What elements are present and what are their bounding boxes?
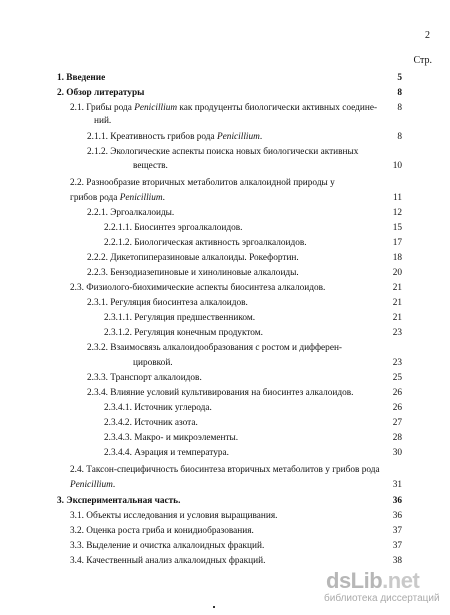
toc-entry-page: 27: [392, 418, 402, 428]
toc-entry: [0, 281, 450, 295]
toc-entry-title: 2.3.4.1. Источник углерода.: [104, 403, 212, 413]
toc-entry-title: 2. Обзор литературы: [57, 88, 145, 98]
toc-entry-page: 26: [392, 403, 402, 413]
toc-entry: [0, 509, 450, 523]
toc-entry: [0, 311, 450, 325]
toc-entry-title: 2.2.1.1. Биосинтез эргоалкалоидов.: [104, 223, 243, 233]
toc-entry-page: 23: [392, 358, 402, 368]
toc-entry: [0, 191, 450, 205]
toc-entry: [0, 266, 450, 280]
genus-name: Penicillium: [119, 193, 163, 203]
toc-entry-title: 2.3. Физиолого-биохимические аспекты биосинтеза алкалоидов.: [70, 283, 326, 293]
watermark-logo-suffix: .net: [382, 568, 420, 593]
toc-entry-title: 2.1. Грибы рода Penicillium как продуценты биологически активных соедине-: [70, 103, 378, 113]
page-mark: [213, 606, 215, 608]
toc-entry-page: 21: [392, 298, 402, 308]
toc-entry-title: 2.3.2. Взаимосвязь алкалоидообразования с ростом и дифферен-: [87, 343, 343, 353]
toc-entry-page: 26: [392, 388, 402, 398]
toc-entry-title: 2.3.3. Транспорт алкалоидов.: [87, 373, 202, 383]
toc-entry: [0, 130, 450, 144]
toc-entry: [0, 145, 450, 159]
toc-entry-page: 20: [392, 268, 402, 278]
toc-entry-page: 5: [397, 73, 402, 83]
toc-entry-title: ний.: [94, 116, 112, 126]
toc-entry: [0, 431, 450, 445]
watermark-logo: [326, 568, 419, 594]
toc-entry: [0, 236, 450, 250]
toc-entry-title: грибов рода Penicillium.: [70, 193, 165, 203]
toc-entry: [0, 446, 450, 460]
toc-entry-title: 3.1. Объекты исследования и условия выращивания.: [70, 511, 278, 521]
toc-entry-title: 2.2.2. Дикетопиперазиновые алкалоиды. Рокефортин.: [87, 253, 299, 263]
toc-entry: [0, 539, 450, 553]
toc-entry-title: 2.1.2. Экологические аспекты поиска новых биологически активных: [87, 147, 359, 157]
toc-entry: [0, 341, 450, 355]
toc-entry: [0, 159, 450, 173]
toc-entry-page: 37: [392, 526, 402, 536]
toc-entry: [0, 326, 450, 340]
toc-entry-page: 12: [392, 208, 402, 218]
toc-entry-page: 30: [392, 448, 402, 458]
toc-entry-title: 2.2.1.2. Биологическая активность эргоалкалоидов.: [104, 238, 307, 248]
toc-entry-title: 2.2.3. Бензодиазепиновые и хинолиновые алкалоиды.: [87, 268, 299, 278]
toc-entry-page: 31: [392, 480, 402, 490]
watermark: [324, 566, 444, 606]
toc-entry: [0, 206, 450, 220]
toc-entry-page: 15: [392, 223, 402, 233]
toc-entry-title: веществ.: [133, 161, 168, 171]
toc-entry: [0, 296, 450, 310]
toc-entry-page: 17: [392, 238, 402, 248]
toc-entry-title: 2.1.1. Креативность грибов рода Penicillium.: [87, 132, 263, 142]
toc-entry-page: 37: [392, 541, 402, 551]
toc-entry: [0, 416, 450, 430]
toc-entry-title: 2.3.4.3. Макро- и микроэлементы.: [104, 433, 239, 443]
toc-entry-page: 36: [392, 496, 402, 506]
toc-entry-title: 2.2.1. Эргоалкалоиды.: [87, 208, 175, 218]
toc-entry-title: цировкой.: [133, 358, 173, 368]
toc-entry-page: 21: [392, 313, 402, 323]
toc-entry-title: 3.4. Качественный анализ алкалоидных фракций.: [70, 556, 266, 566]
toc-entry-page: 8: [397, 88, 402, 98]
toc-entry-page: 28: [392, 433, 402, 443]
toc-entry-title: 1. Введение: [57, 73, 106, 83]
toc-entry-title: 2.3.4.4. Аэрация и температура.: [104, 448, 229, 458]
toc-entry-page: 11: [393, 193, 402, 203]
toc-entry: [0, 463, 450, 477]
toc-entry: [0, 356, 450, 370]
toc-entry-page: 21: [392, 283, 402, 293]
toc-entry-page: 8: [397, 103, 402, 113]
toc-entry-page: 10: [392, 161, 402, 171]
toc-entry-title: 2.2. Разнообразие вторичных метаболитов алкалоидной природы у: [70, 178, 335, 188]
toc-entry: [0, 101, 450, 115]
watermark-logo-main: dsLib: [326, 568, 383, 593]
toc-entry: [0, 221, 450, 235]
toc-entry: [0, 386, 450, 400]
toc-entry: [0, 71, 450, 85]
toc-entry: [0, 114, 450, 128]
toc-entry: [0, 86, 450, 100]
page-number: 2: [425, 30, 430, 41]
toc-entry-title: 2.3.1.1. Регуляция предшественником.: [104, 313, 256, 323]
toc-entry-page: 36: [392, 511, 402, 521]
toc-entry-page: 23: [392, 328, 402, 338]
toc-entry: [0, 494, 450, 508]
toc-entry: [0, 401, 450, 415]
genus-name: Penicillium: [134, 103, 178, 113]
toc-entry-page: 38: [392, 556, 402, 566]
toc-entry-page: 8: [397, 132, 402, 142]
genus-name: Penicillium: [70, 480, 113, 490]
toc-entry-title: 2.4. Таксон-специфичность биосинтеза вторичных метаболитов у грибов рода: [70, 465, 380, 475]
toc-entry-title: Penicillium.: [70, 480, 116, 490]
toc-entry-title: 3.2. Оценка роста гриба и конидиобразования.: [70, 526, 254, 536]
toc-entry-title: 2.3.4.2. Источник азота.: [104, 418, 198, 428]
toc-entry-title: 3.3. Выделение и очистка алкалоидных фракций.: [70, 541, 265, 551]
toc-entry-page: 25: [392, 373, 402, 383]
toc-entry-title: 3. Экспериментальная часть.: [57, 496, 181, 506]
toc-entry-title: 2.3.4. Влияние условий культивирования на биосинтез алкалоидов.: [87, 388, 354, 398]
toc-entry-title: 2.3.1. Регуляция биосинтеза алкалоидов.: [87, 298, 248, 308]
watermark-subtitle: библиотека диссертаций: [324, 593, 440, 604]
toc-entry: [0, 524, 450, 538]
genus-name: Penicillium: [217, 132, 260, 142]
toc-entry: [0, 478, 450, 492]
toc-entry-page: 18: [392, 253, 402, 263]
toc-entry: [0, 371, 450, 385]
toc-entry-title: 2.3.1.2. Регуляция конечным продуктом.: [104, 328, 263, 338]
pages-column-header: Стр.: [413, 55, 432, 66]
toc-entry: [0, 251, 450, 265]
toc-entry: [0, 176, 450, 190]
